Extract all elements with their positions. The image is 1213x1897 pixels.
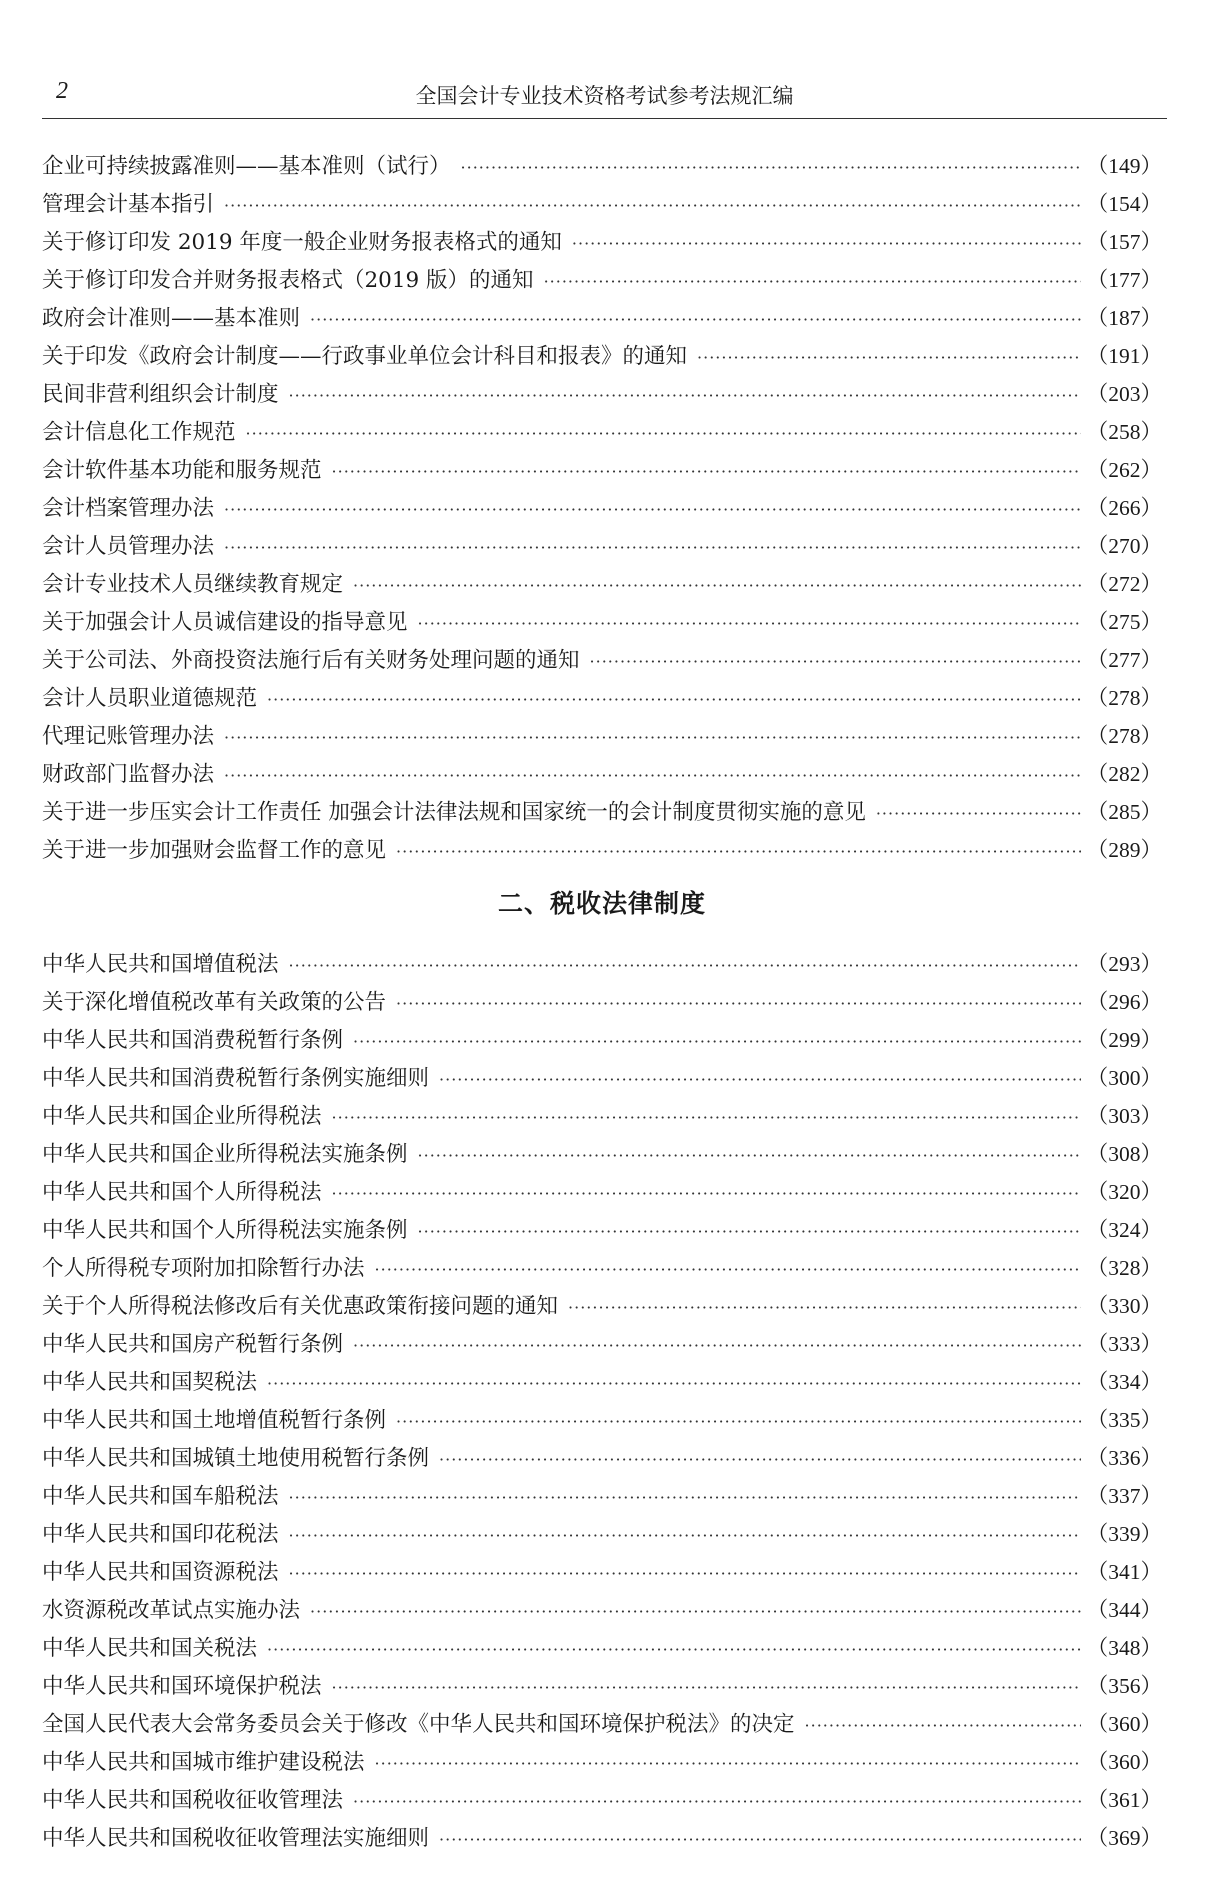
toc-dot-leader	[289, 1517, 1081, 1555]
toc-dot-leader	[224, 719, 1081, 757]
toc-dot-leader	[439, 1821, 1081, 1859]
page-number: 2	[56, 78, 68, 104]
toc-entry	[42, 793, 1162, 831]
toc-entry-page: （341）	[1086, 1560, 1162, 1584]
toc-dot-leader	[439, 1061, 1081, 1099]
toc-dot-leader	[572, 225, 1081, 263]
toc-entry-title: 中华人民共和国环境保护税法	[42, 1674, 322, 1699]
toc-dot-leader	[353, 1327, 1081, 1365]
toc-entry-page: （277）	[1086, 648, 1162, 672]
toc-entry	[42, 1249, 1162, 1287]
toc-dot-leader	[568, 1289, 1081, 1327]
toc-entry-title: 中华人民共和国消费税暂行条例	[42, 1028, 344, 1053]
toc-entry	[42, 717, 1162, 755]
toc-entry	[42, 451, 1162, 489]
toc-entry-title: 会计专业技术人员继续教育规定	[42, 572, 344, 597]
section-heading-tax-law: 二、税收法律制度	[497, 889, 706, 918]
toc-entry	[42, 1439, 1162, 1477]
toc-dot-leader	[353, 1023, 1081, 1061]
toc-entry-page: （303）	[1086, 1104, 1162, 1128]
toc-entry	[42, 1591, 1162, 1629]
toc-entry-title: 中华人民共和国税收征收管理法	[42, 1788, 344, 1813]
toc-entry	[42, 1059, 1162, 1097]
toc-entry-title: 中华人民共和国增值税法	[42, 952, 279, 977]
toc-entry-title: 中华人民共和国城镇土地使用税暂行条例	[42, 1446, 430, 1471]
toc-section-tax-law	[42, 945, 1162, 1857]
toc-dot-leader	[224, 491, 1081, 529]
toc-dot-leader	[418, 605, 1081, 643]
toc-dot-leader	[375, 1251, 1081, 1289]
toc-entry	[42, 1363, 1162, 1401]
toc-entry-page: （320）	[1086, 1180, 1162, 1204]
toc-entry	[42, 983, 1162, 1021]
toc-entry	[42, 679, 1162, 717]
book-title: 全国会计专业技术资格考试参考法规汇编	[415, 84, 794, 108]
toc-entry	[42, 1135, 1162, 1173]
toc-entry-title: 中华人民共和国印花税法	[42, 1522, 279, 1547]
toc-entry-title: 会计人员职业道德规范	[42, 686, 258, 711]
toc-entry	[42, 1629, 1162, 1667]
toc-entry-page: （270）	[1086, 534, 1162, 558]
toc-entry-title: 财政部门监督办法	[42, 762, 215, 787]
toc-dot-leader	[697, 339, 1081, 377]
toc-entry-page: （300）	[1086, 1066, 1162, 1090]
toc-entry-title: 中华人民共和国资源税法	[42, 1560, 279, 1585]
toc-entry-page: （272）	[1086, 572, 1162, 596]
toc-entry	[42, 1211, 1162, 1249]
toc-entry	[42, 527, 1162, 565]
toc-entry-page: （336）	[1086, 1446, 1162, 1470]
toc-entry-title: 中华人民共和国城市维护建设税法	[42, 1750, 365, 1775]
toc-entry-page: （360）	[1086, 1712, 1162, 1736]
toc-entry-title: 全国人民代表大会常务委员会关于修改《中华人民共和国环境保护税法》的决定	[42, 1712, 795, 1737]
toc-entry-page: （258）	[1086, 420, 1162, 444]
toc-entry-title: 关于公司法、外商投资法施行后有关财务处理问题的通知	[42, 648, 580, 673]
toc-dot-leader	[289, 1479, 1081, 1517]
toc-entry-page: （308）	[1086, 1142, 1162, 1166]
toc-entry	[42, 1021, 1162, 1059]
toc-entry-title: 中华人民共和国房产税暂行条例	[42, 1332, 344, 1357]
toc-entry-title: 民间非营利组织会计制度	[42, 382, 279, 407]
toc-entry-title: 会计软件基本功能和服务规范	[42, 458, 322, 483]
toc-entry	[42, 223, 1162, 261]
toc-entry-page: （328）	[1086, 1256, 1162, 1280]
toc-entry-title: 关于进一步加强财会监督工作的意见	[42, 838, 387, 863]
toc-entry-page: （360）	[1086, 1750, 1162, 1774]
toc-entry	[42, 831, 1162, 869]
toc-dot-leader	[332, 1669, 1081, 1707]
toc-entry-title: 中华人民共和国个人所得税法实施条例	[42, 1218, 408, 1243]
toc-entry-page: （278）	[1086, 724, 1162, 748]
toc-entry	[42, 337, 1162, 375]
toc-entry	[42, 1781, 1162, 1819]
toc-entry-page: （296）	[1086, 990, 1162, 1014]
toc-entry-page: （339）	[1086, 1522, 1162, 1546]
toc-dot-leader	[544, 263, 1081, 301]
toc-entry-page: （330）	[1086, 1294, 1162, 1318]
toc-dot-leader	[876, 795, 1081, 833]
toc-entry	[42, 299, 1162, 337]
toc-dot-leader	[289, 1555, 1081, 1593]
toc-dot-leader	[289, 947, 1081, 985]
toc-entry	[42, 1743, 1162, 1781]
toc-entry-page: （344）	[1086, 1598, 1162, 1622]
toc-entry	[42, 185, 1162, 223]
toc-entry	[42, 1705, 1162, 1743]
toc-dot-leader	[461, 149, 1081, 187]
toc-entry-page: （299）	[1086, 1028, 1162, 1052]
toc-dot-leader	[590, 643, 1081, 681]
toc-entry-page: （177）	[1086, 268, 1162, 292]
toc-entry-page: （187）	[1086, 306, 1162, 330]
toc-entry-page: （369）	[1086, 1826, 1162, 1850]
header-rule	[42, 118, 1167, 119]
toc-entry-title: 中华人民共和国土地增值税暂行条例	[42, 1408, 387, 1433]
toc-entry	[42, 1477, 1162, 1515]
toc-entry-title: 中华人民共和国关税法	[42, 1636, 258, 1661]
toc-entry	[42, 1287, 1162, 1325]
toc-entry-title: 管理会计基本指引	[42, 192, 215, 217]
toc-dot-leader	[396, 833, 1081, 871]
toc-dot-leader	[267, 1365, 1081, 1403]
toc-entry-page: （191）	[1086, 344, 1162, 368]
toc-entry-title: 中华人民共和国消费税暂行条例实施细则	[42, 1066, 430, 1091]
toc-dot-leader	[267, 1631, 1081, 1669]
toc-entry-page: （337）	[1086, 1484, 1162, 1508]
toc-entry-title: 中华人民共和国个人所得税法	[42, 1180, 322, 1205]
toc-entry	[42, 489, 1162, 527]
toc-entry-title: 水资源税改革试点实施办法	[42, 1598, 301, 1623]
toc-dot-leader	[289, 377, 1081, 415]
toc-dot-leader	[332, 453, 1081, 491]
toc-dot-leader	[375, 1745, 1081, 1783]
toc-entry	[42, 945, 1162, 983]
toc-entry-title: 关于修订印发 2019 年度一般企业财务报表格式的通知	[42, 230, 562, 255]
toc-dot-leader	[396, 985, 1081, 1023]
toc-entry-title: 中华人民共和国企业所得税法实施条例	[42, 1142, 408, 1167]
toc-entry	[42, 1553, 1162, 1591]
toc-dot-leader	[418, 1213, 1081, 1251]
toc-entry	[42, 1515, 1162, 1553]
toc-entry-title: 关于深化增值税改革有关政策的公告	[42, 990, 387, 1015]
toc-dot-leader	[439, 1441, 1081, 1479]
toc-dot-leader	[224, 187, 1081, 225]
toc-entry	[42, 261, 1162, 299]
toc-dot-leader	[224, 757, 1081, 795]
toc-entry-title: 关于加强会计人员诚信建设的指导意见	[42, 610, 408, 635]
toc-dot-leader	[805, 1707, 1081, 1745]
toc-entry-title: 关于印发《政府会计制度——行政事业单位会计科目和报表》的通知	[42, 344, 688, 369]
toc-entry-title: 政府会计准则——基本准则	[42, 306, 301, 331]
toc-entry	[42, 147, 1162, 185]
toc-dot-leader	[310, 301, 1081, 339]
toc-entry	[42, 641, 1162, 679]
toc-entry-title: 关于修订印发合并财务报表格式（2019 版）的通知	[42, 268, 534, 293]
toc-entry	[42, 1401, 1162, 1439]
toc-entry-page: （275）	[1086, 610, 1162, 634]
toc-entry-title: 中华人民共和国契税法	[42, 1370, 258, 1395]
toc-entry-page: （324）	[1086, 1218, 1162, 1242]
toc-entry-page: （293）	[1086, 952, 1162, 976]
toc-entry-title: 关于进一步压实会计工作责任 加强会计法律法规和国家统一的会计制度贯彻实施的意见	[42, 800, 866, 825]
toc-entry	[42, 1325, 1162, 1363]
toc-entry-title: 中华人民共和国企业所得税法	[42, 1104, 322, 1129]
toc-dot-leader	[353, 1783, 1081, 1821]
toc-dot-leader	[418, 1137, 1081, 1175]
toc-entry	[42, 1097, 1162, 1135]
toc-entry	[42, 375, 1162, 413]
toc-entry-page: （348）	[1086, 1636, 1162, 1660]
toc-entry-page: （262）	[1086, 458, 1162, 482]
toc-dot-leader	[396, 1403, 1081, 1441]
toc-section-accounting	[42, 147, 1162, 869]
toc-entry-page: （149）	[1086, 154, 1162, 178]
toc-entry-title: 会计人员管理办法	[42, 534, 215, 559]
toc-entry-title: 中华人民共和国税收征收管理法实施细则	[42, 1826, 430, 1851]
toc-dot-leader	[353, 567, 1081, 605]
toc-dot-leader	[332, 1099, 1081, 1137]
toc-entry-page: （154）	[1086, 192, 1162, 216]
toc-entry-title: 会计信息化工作规范	[42, 420, 236, 445]
toc-entry-page: （285）	[1086, 800, 1162, 824]
toc-entry	[42, 1173, 1162, 1211]
toc-dot-leader	[310, 1593, 1081, 1631]
toc-dot-leader	[246, 415, 1081, 453]
toc-entry	[42, 1819, 1162, 1857]
toc-entry	[42, 565, 1162, 603]
toc-entry-page: （334）	[1086, 1370, 1162, 1394]
toc-entry	[42, 755, 1162, 793]
toc-dot-leader	[332, 1175, 1081, 1213]
toc-entry	[42, 603, 1162, 641]
toc-entry-page: （335）	[1086, 1408, 1162, 1432]
toc-dot-leader	[267, 681, 1081, 719]
toc-entry-title: 代理记账管理办法	[42, 724, 215, 749]
page-header	[42, 74, 1167, 114]
toc-entry	[42, 1667, 1162, 1705]
toc-entry-title: 会计档案管理办法	[42, 496, 215, 521]
toc-entry-page: （356）	[1086, 1674, 1162, 1698]
toc-entry-page: （333）	[1086, 1332, 1162, 1356]
toc-entry-page: （278）	[1086, 686, 1162, 710]
toc-entry-page: （361）	[1086, 1788, 1162, 1812]
toc-entry-title: 企业可持续披露准则——基本准则（试行）	[42, 154, 451, 179]
toc-entry-title: 关于个人所得税法修改后有关优惠政策衔接问题的通知	[42, 1294, 559, 1319]
toc-entry-title: 中华人民共和国车船税法	[42, 1484, 279, 1509]
toc-entry-page: （203）	[1086, 382, 1162, 406]
toc-entry-page: （289）	[1086, 838, 1162, 862]
toc-entry-page: （282）	[1086, 762, 1162, 786]
toc-entry-page: （157）	[1086, 230, 1162, 254]
toc-entry-page: （266）	[1086, 496, 1162, 520]
toc-entry	[42, 413, 1162, 451]
toc-entry-title: 个人所得税专项附加扣除暂行办法	[42, 1256, 365, 1281]
toc-dot-leader	[224, 529, 1081, 567]
